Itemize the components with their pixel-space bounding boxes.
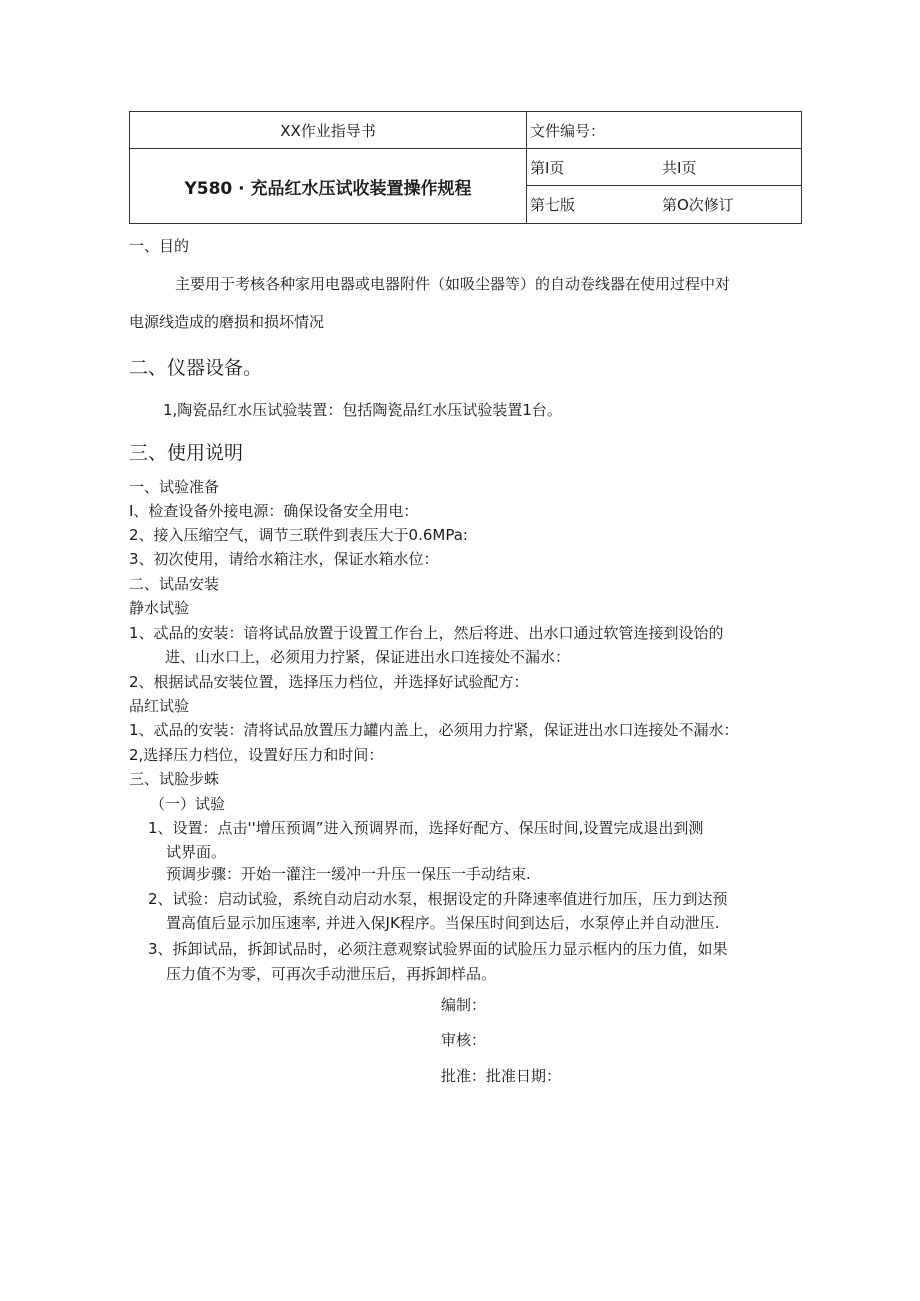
section-1-heading: 一、目的 bbox=[129, 237, 190, 255]
step-2-cont: 置高值后显示加压速率, 并进入保JK程序。当保压时间到达后，水泵停止并自动泄压. bbox=[166, 914, 720, 932]
section-1-para-line2: 电源线造成的磨损和损坏情况 bbox=[129, 313, 325, 331]
edition: 第七版 bbox=[530, 196, 576, 214]
step-1: 1、设置：点击''增压预调”进入预调界而，选择好配方、保压时间,设置完成退出到测 bbox=[148, 819, 704, 837]
sign-approver: 批准：批准日期： bbox=[441, 1067, 562, 1085]
steps-heading: 三、试脸步蛛 bbox=[129, 770, 220, 788]
step-3-cont: 压力值不为零，可再次手动泄压后，再拆卸样品。 bbox=[166, 965, 497, 983]
static-item-1: 1、忒品的安装：谙将试品放置于设置工作台上，然后将进、出水口通过软管连接到设饴的 bbox=[129, 624, 724, 642]
test-subheading: （一）试验 bbox=[150, 795, 226, 813]
org-title-cell bbox=[130, 112, 527, 149]
page-info-cell bbox=[527, 149, 802, 186]
red-item-2: 2,选择压力档位，设置好压力和时间： bbox=[129, 746, 384, 764]
sign-editor: 编制： bbox=[441, 996, 487, 1014]
step-2: 2、试验：启动试验，系统自动启动水泵，根据设定的升降速率值进行加压，压力到达预 bbox=[148, 890, 728, 908]
prep-item-2: 2、接入压缩空气，调节三联件到表压大于0.6MPa: bbox=[129, 526, 468, 544]
static-item-2: 2、根据试品安装位置，选择压力档位，并选择好试验配方： bbox=[129, 673, 529, 691]
file-no-label: 文件编号： bbox=[530, 121, 606, 140]
prep-heading: 一、试验准备 bbox=[129, 478, 220, 496]
page-no: 第I页 bbox=[530, 158, 565, 177]
header-table bbox=[129, 111, 802, 224]
org-title: XX作业指导书 bbox=[280, 121, 376, 140]
section-2-heading: 二、仪器设备。 bbox=[129, 357, 263, 379]
static-item-1-cont: 进、山水口上，必须用力拧紧，保证进出水口连接处不漏水： bbox=[165, 648, 571, 666]
page-total: 共I页 bbox=[662, 158, 697, 177]
file-no-cell bbox=[527, 112, 802, 149]
static-test-heading: 静水试验 bbox=[129, 599, 190, 617]
doc-title: Y580 · 充品红水压试收装置操作规程 bbox=[184, 178, 472, 199]
install-heading: 二、试品安装 bbox=[129, 575, 220, 593]
step-1-cont: 试界面。 bbox=[166, 843, 227, 861]
sign-reviewer: 审核： bbox=[441, 1031, 487, 1049]
section-1-paragraph bbox=[129, 265, 809, 341]
step-1-detail: 预调步骤：开始一灌注一缓冲一升压一保压一手动结束. bbox=[166, 865, 531, 883]
section-3-heading: 三、使用说明 bbox=[129, 442, 244, 464]
section-2-item-1: 1,陶瓷品红水压试验装置：包括陶瓷品红水压试验装置1台。 bbox=[163, 401, 562, 419]
section-1-para-line1: 主要用于考核各种家用电器或电器附件（如吸尘器等）的自动卷线器在使用过程中对 bbox=[175, 275, 731, 293]
red-test-heading: 品红试验 bbox=[129, 697, 190, 715]
step-3: 3、拆卸试品，拆卸试品时，必须注意观察试验界面的试脸压力显示框内的压力值，如果 bbox=[148, 940, 728, 958]
prep-item-3: 3、初次使用，请给水箱注水，保证水箱水位： bbox=[129, 550, 439, 568]
prep-item-1: I、检查设备外接电源：确保设备安全用电： bbox=[129, 502, 419, 520]
revision: 第O次修订 bbox=[662, 196, 734, 214]
edition-cell bbox=[527, 186, 802, 224]
doc-title-cell bbox=[130, 149, 527, 224]
red-item-1: 1、忒品的安装：清将试品放置压力罐内盖上，必须用力拧紧，保证进出水口连接处不漏水： bbox=[129, 721, 739, 739]
